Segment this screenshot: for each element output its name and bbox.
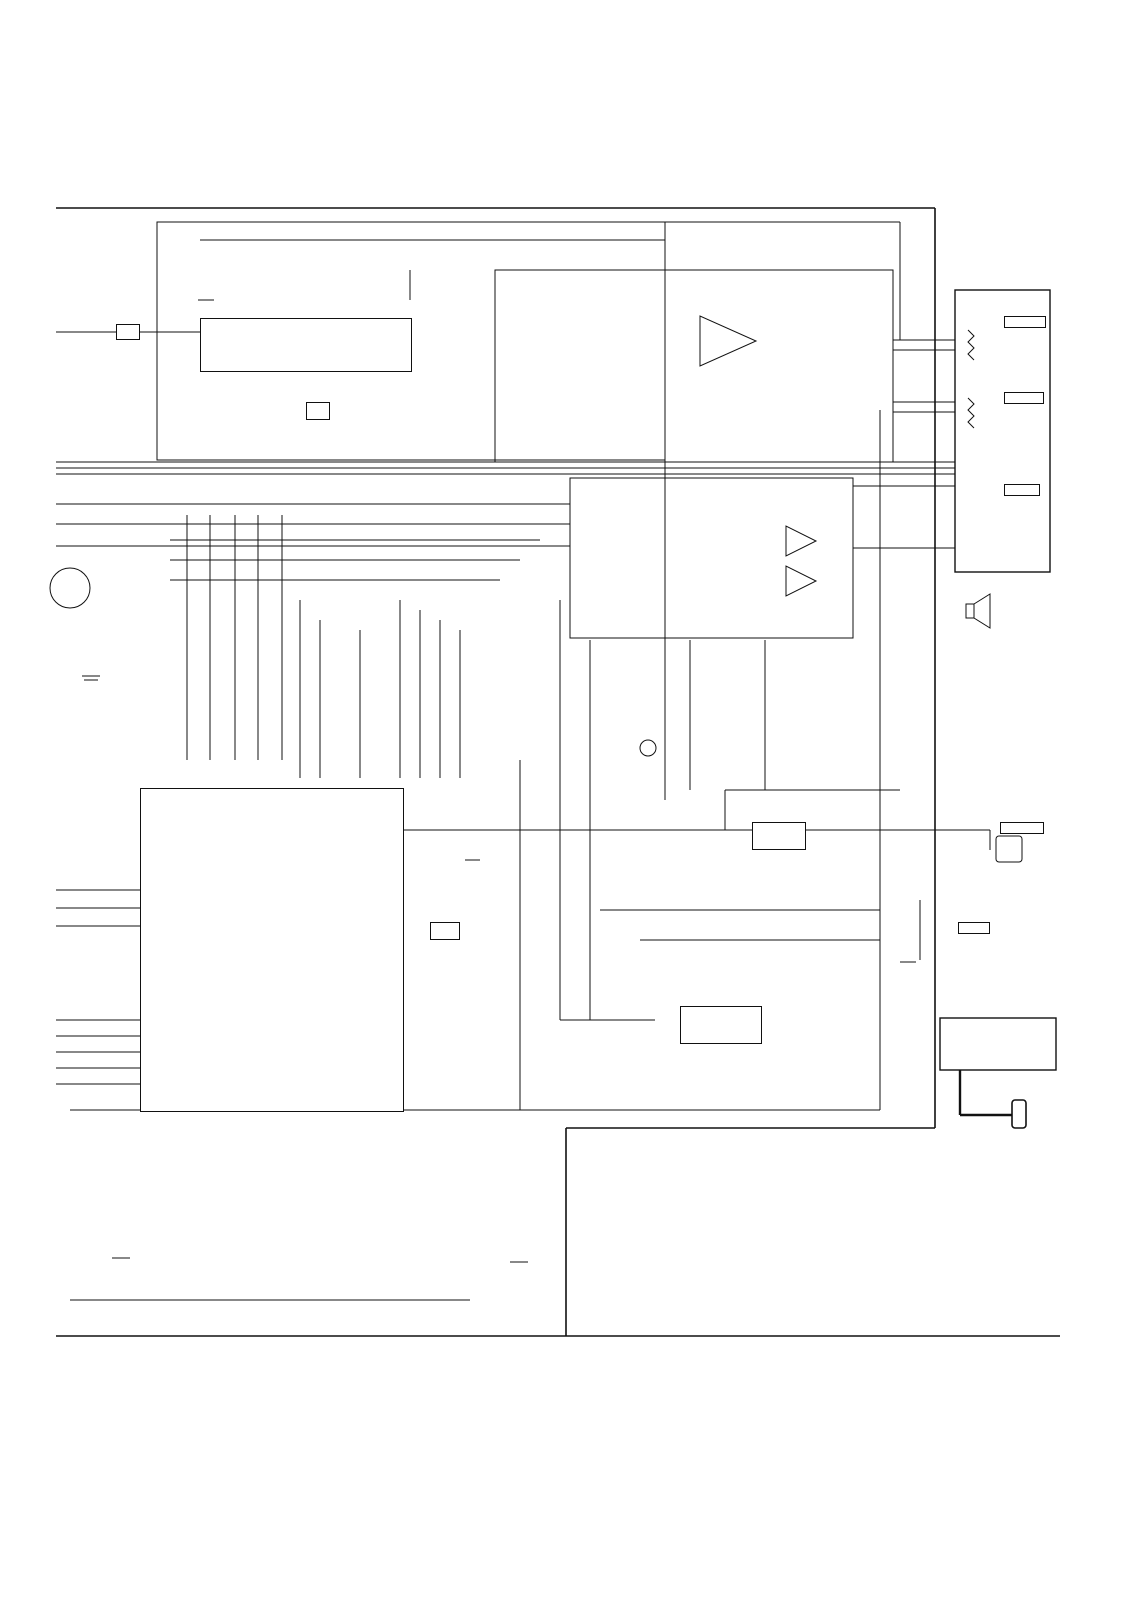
cx1-crystal <box>430 922 460 940</box>
ic2-chip <box>200 318 412 372</box>
volume-label <box>1004 392 1044 404</box>
cf1-filter <box>306 402 330 420</box>
power-switch-label <box>1004 484 1040 496</box>
if1-transformer <box>116 324 140 340</box>
keypad-matrix <box>168 508 318 588</box>
squelch-label <box>1004 316 1046 328</box>
ic8-chip <box>680 1006 762 1044</box>
ic7-regulator <box>752 822 806 850</box>
dc-input-label <box>1000 822 1044 834</box>
ic6-chip <box>140 788 404 1112</box>
reset-switch-label <box>958 922 990 934</box>
ic4-label <box>708 320 748 360</box>
